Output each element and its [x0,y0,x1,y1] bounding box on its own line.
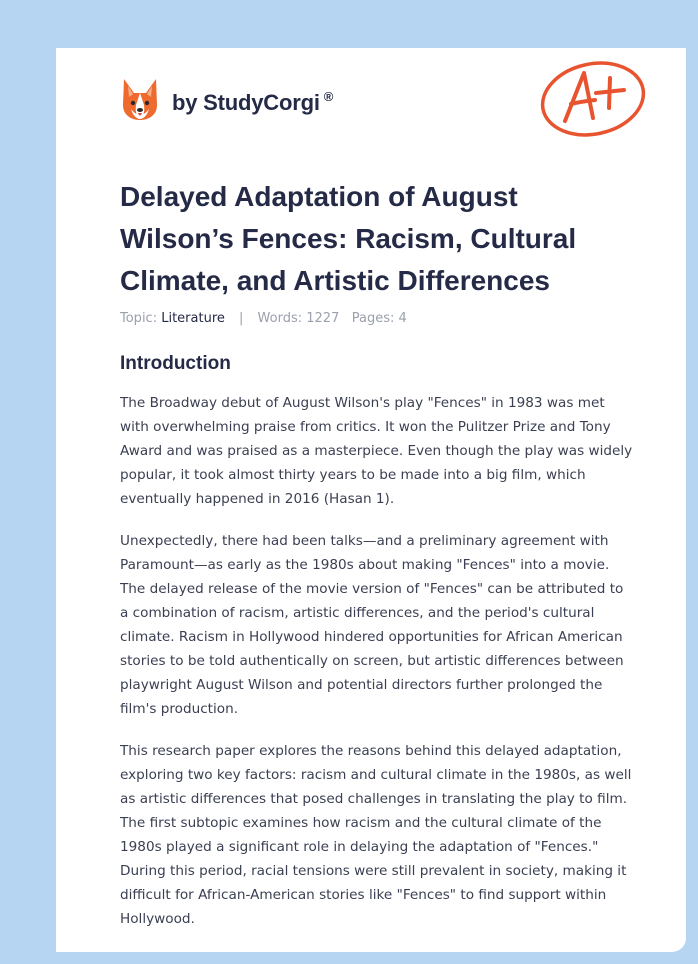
trademark-symbol: ® [323,88,334,104]
pages-count: 4 [398,311,407,326]
brand-name: by StudyCorgi ® [172,88,334,115]
meta-separator: | [239,311,244,326]
document-body [120,391,634,949]
paragraph: This research paper explores the reasons behind this delayed adaptation, exploring two key factors: racism and cultural climate in the 1980s, as well as artistic differences that posed challenges in translating the play to film. The first subtopic examines how racism and the cultural climate of the 1980s played a significant role in delaying the adaptation of "Fences." During this period, racial tensions were still prevalent in society, making it difficult for African-American stories like "Fences" to find support within Hollywood. [120,743,632,927]
section-heading: Introduction [120,353,231,374]
document-meta [120,311,407,326]
paragraph: The Broadway debut of August Wilson's play "Fences" in 1983 was met with overwhelming praise from critics. It won the Pulitzer Prize and Tony Award and was praised as a masterpiece. Even though the play was widely popular, it took almost thirty years to be made into a big film, which eventually happened in 2016 (Hasan 1). [120,395,633,507]
studycorgi-logo[interactable] [120,75,333,121]
topic-link[interactable]: Literature [161,311,225,326]
document-title: Delayed Adaptation of August Wilson’s Fences: Racism, Cultural Climate, and Artistic Differences [120,181,577,296]
topic-label: Topic: [120,311,158,326]
words-count: 1227 [306,311,340,326]
corgi-logo-icon [120,75,160,121]
pages-label: Pages: [351,311,395,326]
paragraph: Unexpectedly, there had been talks—and a preliminary agreement with Paramount—as early as the 1980s about making "Fences" into a movie. The delayed release of the movie version of "Fences" can be attributed to a combination of racism, artistic differences, and the period's cultural climate. Racism in Hollywood hindered opportunities for African American stories to be told authentically on screen, but artistic differences between playwright August Wilson and potential directors further prolonged the film's production. [120,533,624,717]
words-label: Words: [257,311,303,326]
document-page [56,48,686,952]
a-plus-grade-icon [538,58,648,140]
